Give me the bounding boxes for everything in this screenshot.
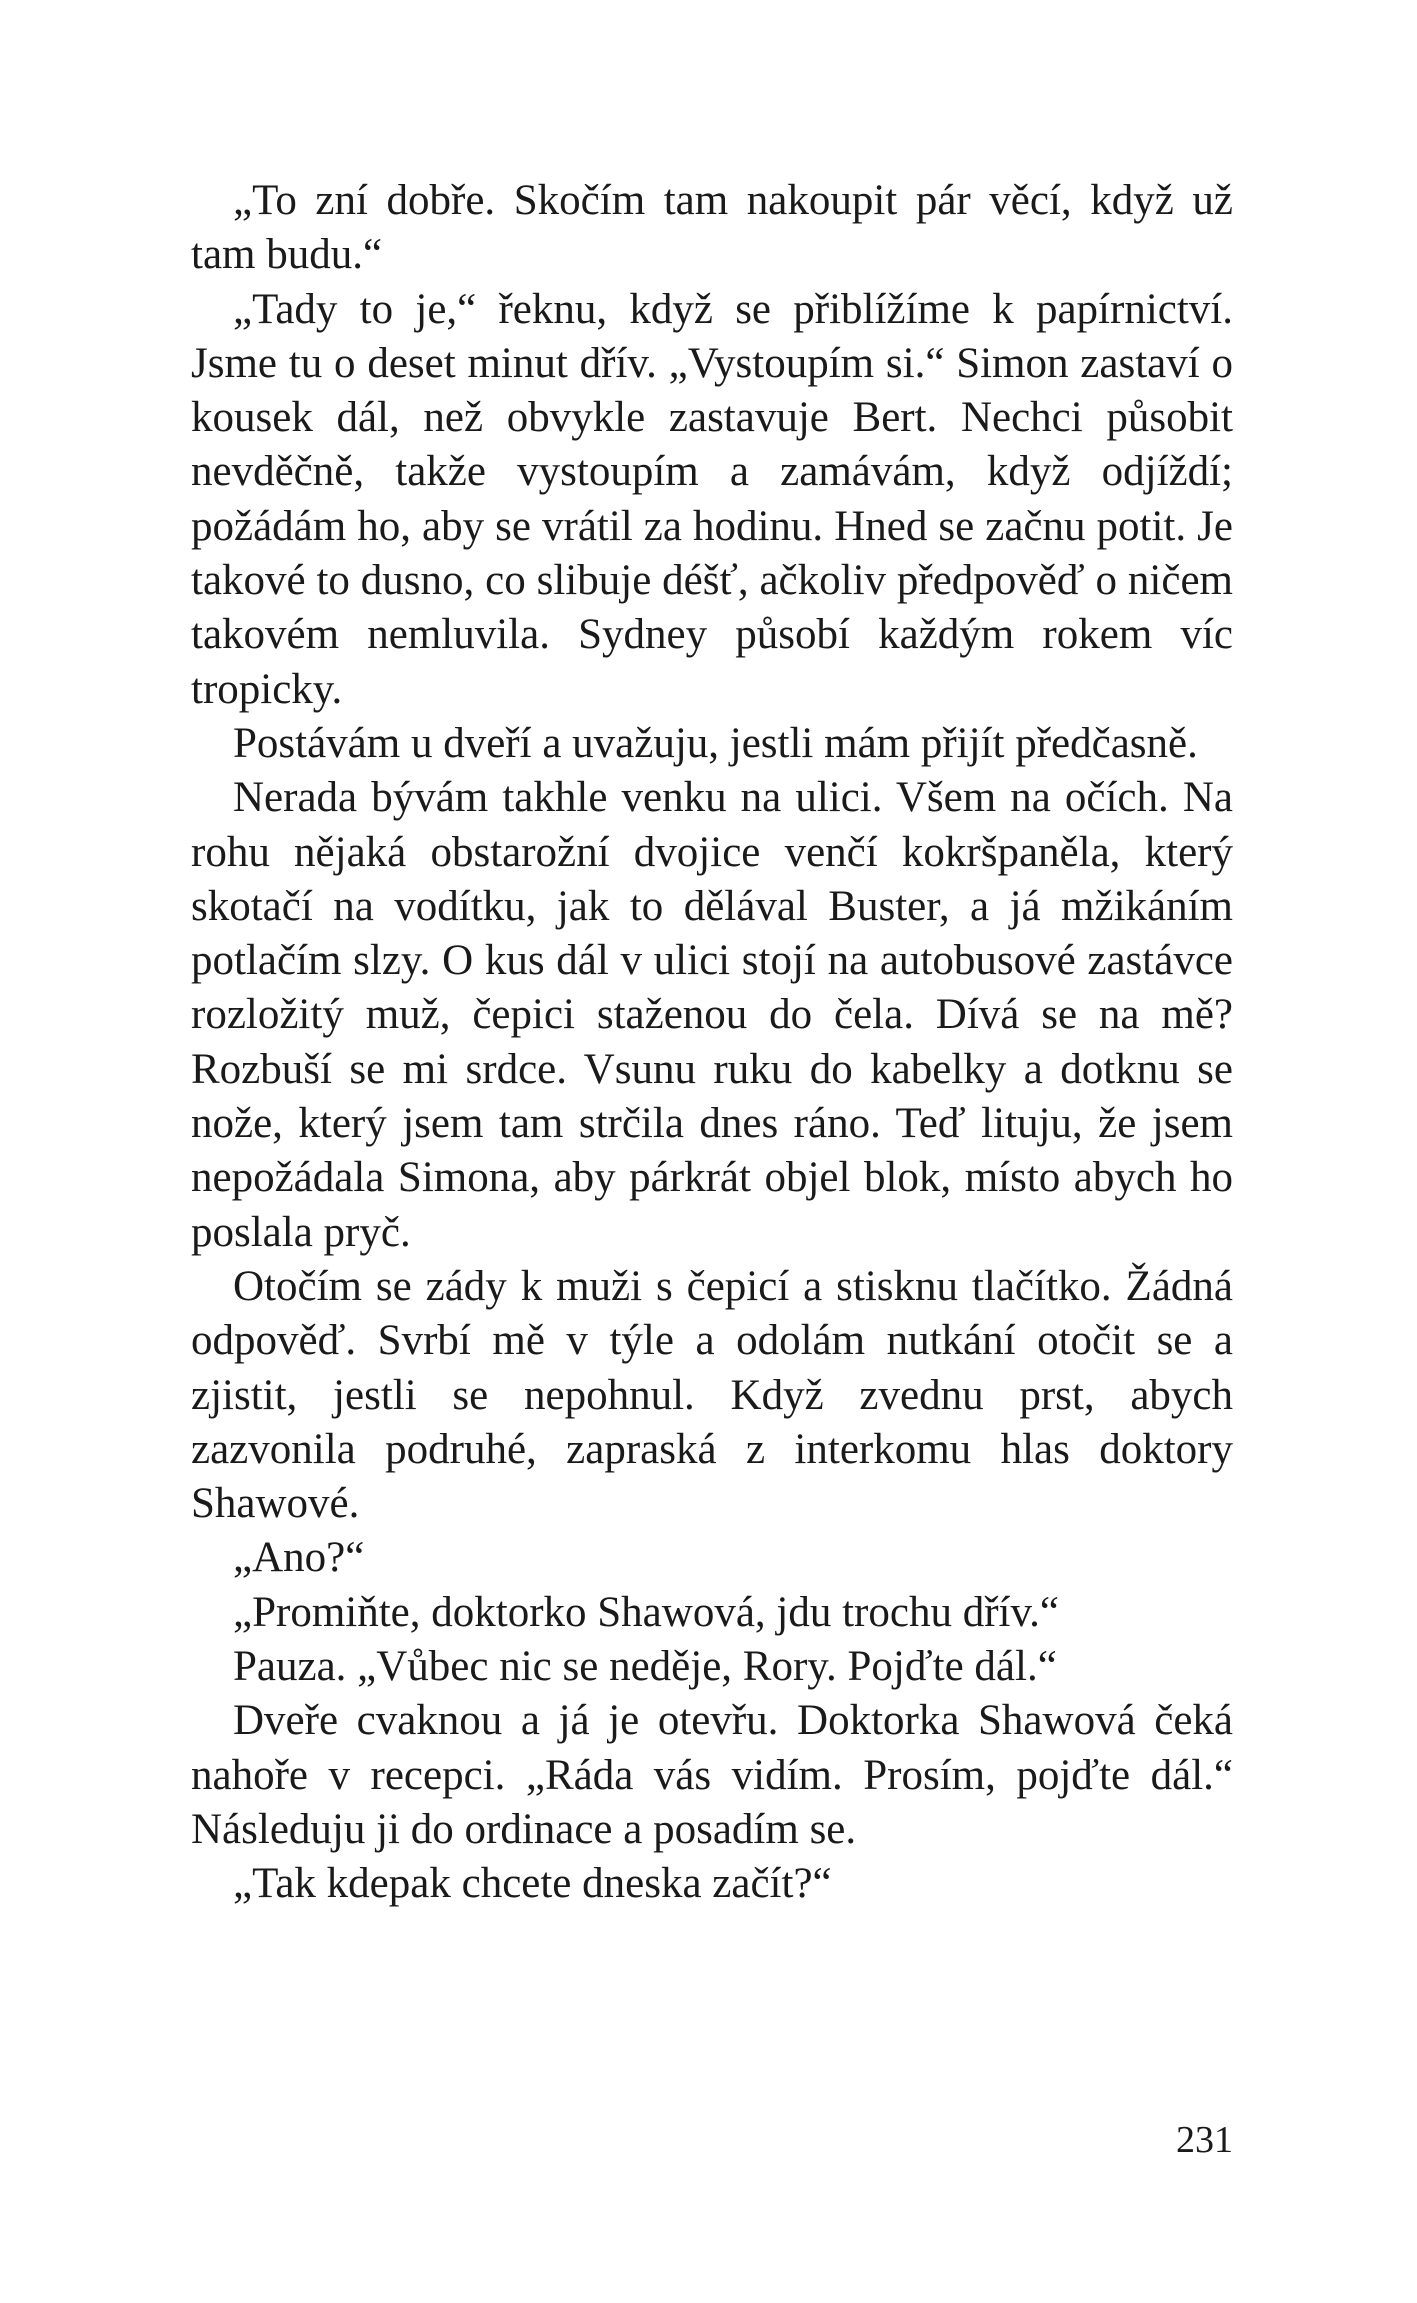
paragraph-6: „Ano?“ — [233, 1534, 365, 1582]
paragraph-4: Nerada bývám takhle venku na ulici. Všem na očích. Na rohu nějaká obstarožní dvojice venčí kokršpaněla, který skotačí na vodítku, jak to dělával Buster, a já mžikáním potlačím slzy. O kus dál v ulici stojí na autobusové zastávce rozložitý muž, čepici staženou do čela. Dívá se na mě? Rozbuší se mi srdce. Vsunu ruku do kabelky a dotknu se nože, který jsem tam strčila dnes ráno. Teď lituju, že jsem nepožádala Simona, aby párkrát objel blok, místo abych ho poslala pryč. — [191, 774, 1233, 1256]
paragraph-5: Otočím se zády k muži s čepicí a stisknu tlačítko. Žádná odpověď. Svrbí mě v týle a odolám nutkání otočit se a zjistit, jestli se nepohnul. Když zvednu prst, abych zazvonila podruhé, zapraská z interkomu hlas doktory Shawové. — [191, 1262, 1233, 1528]
paragraph-10: „Tak kdepak chcete dneska začít?“ — [233, 1860, 832, 1908]
body-text — [191, 174, 1233, 1912]
paragraph-3: Postávám u dveří a uvažuju, jestli mám přijít předčasně. — [233, 719, 1198, 767]
page-number: 231 — [1176, 2119, 1233, 2161]
paragraph-1: „To zní dobře. Skočím tam nakoupit pár věcí, když už tam budu.“ — [191, 177, 1233, 279]
paragraph-7: „Promiňte, doktorko Shawová, jdu trochu dřív.“ — [233, 1588, 1060, 1636]
paragraph-9: Dveře cvaknou a já je otevřu. Doktorka Shawová čeká nahoře v recepci. „Ráda vás vidím. Prosím, pojďte dál.“ Následuju ji do ordinace a posadím se. — [191, 1697, 1233, 1853]
paragraph-8: Pauza. „Vůbec nic se neděje, Rory. Pojďte dál.“ — [233, 1643, 1057, 1691]
paragraph-2: „Tady to je,“ řeknu, když se přiblížíme k papírnictví. Jsme tu o deset minut dřív. „Vystoupím si.“ Simon zastaví o kousek dál, než obvykle zastavuje Bert. Nechci působit nevděčně, takže vystoupím a zamávám, když odjíždí; požádám ho, aby se vrátil za hodinu. Hned se začnu potit. Je takové to dusno, co slibuje déšť, ačkoliv předpověď o ničem takovém nemluvila. Sydney působí každým rokem víc tropicky. — [191, 285, 1233, 713]
